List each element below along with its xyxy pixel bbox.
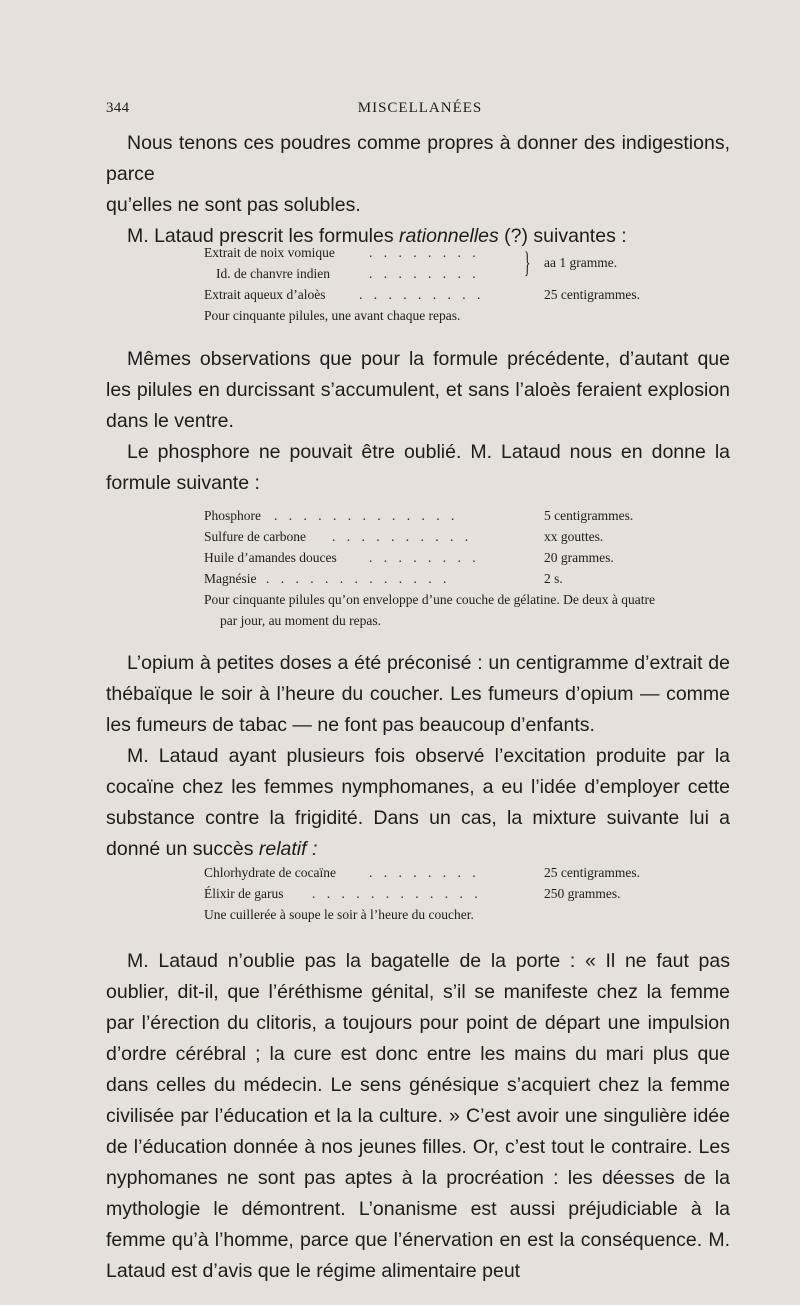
- leader-dots: . . . . . . . . . . . .: [312, 886, 482, 901]
- paragraph-text: Mêmes observations que pour la formule précédente, d’autant que les pilules en durcissant s’accumulent, et sans l’aloès feraient explosion dans le ventre.: [106, 348, 730, 432]
- recipe-line: [204, 568, 734, 589]
- recipe-line: [204, 547, 734, 568]
- recipe-line: [204, 284, 734, 305]
- emphasis-rationnelles: rationnelles: [399, 225, 499, 247]
- leader-dots: . . . . . . . .: [369, 550, 480, 565]
- recipe-phosphorus: [204, 505, 734, 631]
- leader-dots: . . . . . . . . . .: [332, 529, 473, 544]
- ingredient-name: Sulfure de carbone: [204, 529, 306, 544]
- text-line: qu’elles ne sont pas solubles.: [106, 194, 361, 216]
- ingredient-quantity: aa 1 gramme.: [544, 255, 618, 270]
- paragraph-observations: [106, 344, 730, 499]
- recipe-note: Pour cinquante pilules, une avant chaque repas.: [204, 308, 461, 323]
- page-number: 344: [106, 100, 130, 116]
- brace-icon: }: [524, 246, 531, 279]
- leader-dots: . . . . . . . . . . . . .: [274, 508, 459, 523]
- paragraph-text: Le phosphore ne pouvait être oublié. M. Lataud nous en donne la formule suivante :: [106, 441, 730, 494]
- recipe-line: [204, 862, 734, 883]
- leader-dots: . . . . . . . .: [369, 266, 480, 281]
- recipe-cocaine: [204, 862, 734, 925]
- text-line: (?) suivantes :: [498, 225, 627, 247]
- ingredient-name: Extrait aqueux d’aloès: [204, 287, 326, 302]
- ingredient-quantity: 25 centigrammes.: [544, 287, 640, 302]
- ingredient-quantity: 25 centigrammes.: [544, 865, 640, 880]
- ingredient-quantity: xx gouttes.: [544, 529, 604, 544]
- recipe-note: Une cuillerée à soupe le soir à l’heure du coucher.: [204, 907, 474, 922]
- ingredient-quantity: 5 centigrammes.: [544, 508, 634, 523]
- paragraph-opium: [106, 648, 730, 865]
- page-header: [106, 100, 734, 122]
- ingredient-name: Id. de chanvre indien: [216, 266, 330, 281]
- paragraph-text: L’opium à petites doses a été préconisé : un centigramme d’extrait de thébaïque le soir à l’heure du coucher. Les fumeurs d’opium — comme les fumeurs de tabac — ne font pas beaucoup d’enfants.: [106, 652, 730, 736]
- leader-dots: . . . . . . . . .: [359, 287, 485, 302]
- leader-dots: . . . . . . . .: [369, 245, 480, 260]
- leader-dots: . . . . . . . . . . . . .: [266, 571, 451, 586]
- note-line: par jour, au moment du repas.: [220, 613, 382, 628]
- paragraph-text: M. Lataud n’oublie pas la bagatelle de la porte : « Il ne faut pas oublier, dit-il, que l’éréthisme génital, s’il se manifeste chez la femme par l’érection du clitoris, a toujours pour point de départ une impulsion d’ordre cérébral ; la cure est donc entre les mains du mari plus que dans celles du médecin. Le sens génésique s’acquiert chez la femme civilisée par l’éducation et la la culture. » C’est avoir une singulière idée de l’éducation donnée à nos jeunes filles. Or, c’est tout le contraire. Les nyphomanes ne sont pas aptes à la procréation : les déesses de la mythologie le démontrent. L’onanisme est aussi préjudiciable à la femme qu’à l’homme, parce que l’énervation en est la conséquence. M. Lataud est d’avis que le régime alimentaire peut: [106, 950, 730, 1282]
- leader-dots: . . . . . . . .: [369, 865, 480, 880]
- ingredient-name: Huile d’amandes douces: [204, 550, 337, 565]
- paragraph-powders: [106, 128, 730, 252]
- paragraph-text: M. Lataud ayant plusieurs fois observé l’excitation produite par la cocaïne chez les femmes nymphomanes, a eu l’idée d’employer cette substance contre la frigidité. Dans un cas, la mixture suivante lui a donné un succès: [106, 745, 730, 860]
- ingredient-name: Phosphore: [204, 508, 261, 523]
- ingredient-name: Extrait de noix vomique: [204, 245, 335, 260]
- running-head: MISCELLANÉES: [357, 100, 483, 116]
- recipe-line: [204, 526, 734, 547]
- text-line: M. Lataud prescrit les formules: [127, 225, 400, 247]
- recipe-line: [204, 263, 734, 284]
- text-line: Nous tenons ces poudres comme propres à donner des indigestions, parce: [106, 132, 730, 185]
- emphasis-relatif: relatif :: [258, 838, 318, 860]
- ingredient-name: Magnésie: [204, 571, 257, 586]
- ingredient-quantity: 250 grammes.: [544, 886, 621, 901]
- paragraph-erethism: [106, 946, 730, 1287]
- ingredient-name: Chlorhydrate de cocaïne: [204, 865, 336, 880]
- ingredient-quantity: 20 grammes.: [544, 550, 614, 565]
- recipe-line: [204, 883, 734, 904]
- note-line: Pour cinquante pilules qu’on enveloppe d’une couche de gélatine. De deux à quatre: [204, 592, 655, 607]
- recipe-note: [204, 589, 734, 631]
- ingredient-quantity: 2 s.: [544, 571, 563, 586]
- ingredient-name: Élixir de garus: [204, 886, 284, 901]
- recipe-line: [204, 505, 734, 526]
- recipe-pills-aloes: [204, 242, 734, 326]
